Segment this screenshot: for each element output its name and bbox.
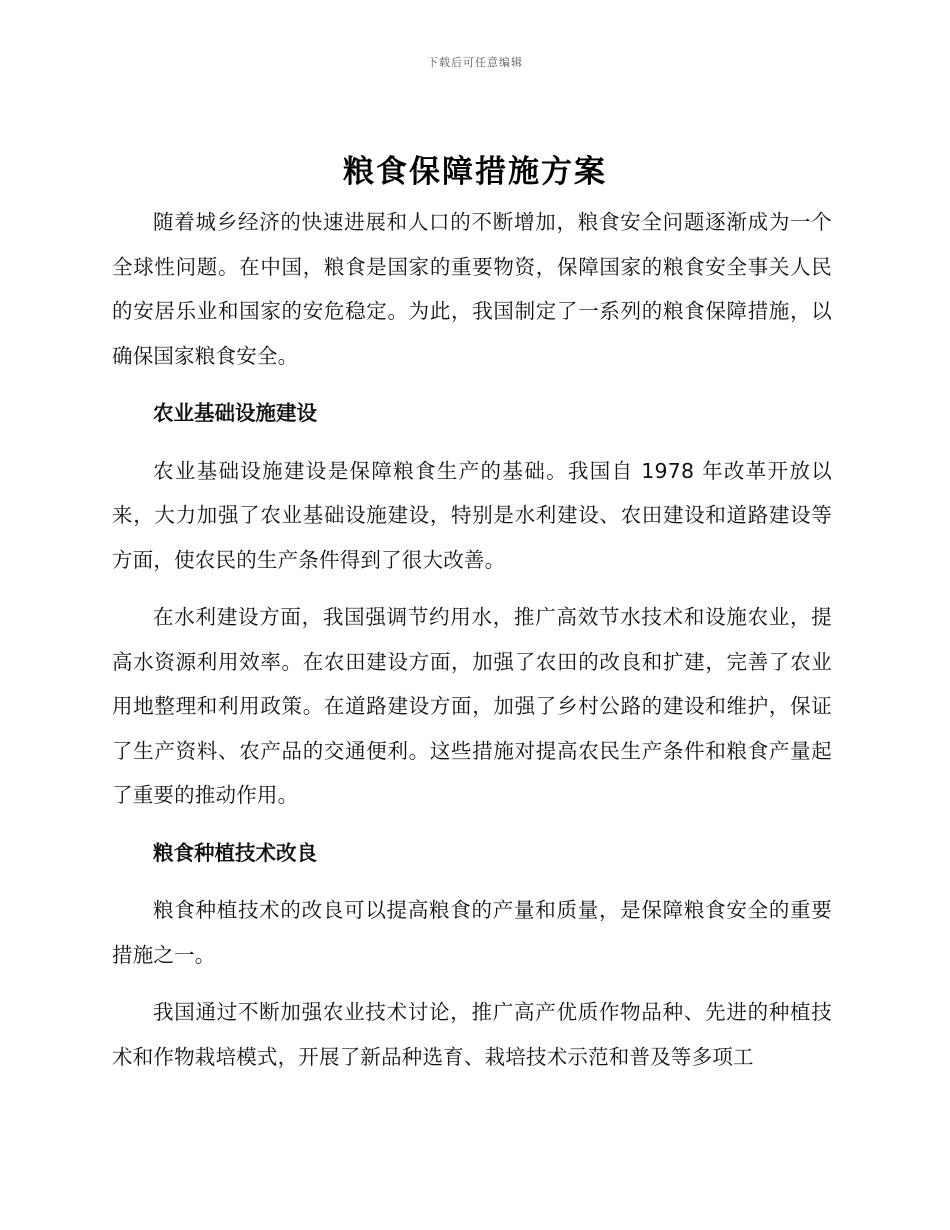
paragraph-planting-technology: 粮食种植技术的改良可以提高粮食的产量和质量，是保障粮食安全的重要措施之一。 <box>112 898 832 967</box>
paragraph-infrastructure-details: 在水利建设方面，我国强调节约用水，推广高效节水技术和设施农业，提高水资源利用效率。在农田建设方面，加强了农田的改良和扩建，完善了农业用地整理和利用政策。在道路建设方面，加强了乡村公路的建设和维护，保证了生产资料、农产品的交通便利。这些措施对提高农民生产条件和粮食产量起了重要的推动作用。 <box>112 605 832 807</box>
document-body <box>112 200 832 1079</box>
spacer <box>112 875 832 888</box>
spacer <box>112 378 832 391</box>
section-heading-planting-technology: 粮食种植技术改良 <box>153 840 317 865</box>
spacer <box>112 582 832 595</box>
spacer <box>112 436 832 449</box>
document-title: 粮食保障措施方案 <box>343 154 607 190</box>
header-note: 下载后可任意编辑 <box>427 56 523 69</box>
paragraph-research-promotion: 我国通过不断加强农业技术讨论，推广高产优质作物品种、先进的种植技术和作物栽培模式，开展了新品种选育、栽培技术示范和普及等多项工 <box>112 1000 832 1069</box>
section-heading-infrastructure: 农业基础设施建设 <box>153 401 317 425</box>
spacer <box>112 977 832 990</box>
paragraph-infrastructure: 农业基础设施建设是保障粮食生产的基础。我国自 1978 年改革开放以来，大力加强了农业基础设施建设，特别是水利建设、农田建设和道路建设等方面，使农民的生产条件得到了很大改善。 <box>112 458 832 572</box>
spacer <box>112 818 832 831</box>
paragraph-intro: 随着城乡经济的快速进展和人口的不断增加，粮食安全问题逐渐成为一个全球性问题。在中国，粮食是国家的重要物资，保障国家的粮食安全事关人民的安居乐业和国家的安危稳定。为此，我国制定了一系列的粮食保障措施，以确保国家粮食安全。 <box>112 210 832 368</box>
